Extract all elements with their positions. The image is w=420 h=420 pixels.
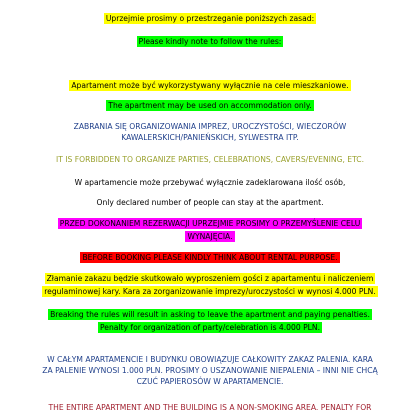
penalty-en-line-2 <box>0 323 420 333</box>
reserve-en: BEFORE BOOKING PLEASE KINDLY THINK ABOUT RENTAL PURPOSE. <box>82 253 338 262</box>
penalty-en-line-1 <box>0 310 420 320</box>
use-pl-line <box>0 81 420 91</box>
header-en: Please kindly note to follow the rules: <box>138 37 282 46</box>
reserve-en-line <box>0 253 420 263</box>
parties-pl-line-1: ZABRANIA SIĘ ORGANIZOWANIA IMPREZ, UROCZYSTOŚCI, WIECZORÓW <box>73 122 347 131</box>
smoking-en-line-1: THE ENTIRE APARTMENT AND THE BUILDING IS A NON-SMOKING AREA. PENALTY FOR <box>48 403 372 412</box>
use-pl: Apartament może być wykorzystywany wyłącznie na cele mieszkaniowe. <box>71 81 349 90</box>
penalty-pl-2: regulaminowej kary. Kara za zorganizowanie imprezy/uroczystości w wynosi 4.000 PLN. <box>44 287 376 296</box>
guests-pl: W apartamencie może przebywać wyłącznie zadeklarowana ilość osób, <box>74 178 346 187</box>
penalty-pl-line-1 <box>0 274 420 284</box>
penalty-pl-line-2 <box>0 287 420 297</box>
reserve-pl-line-2 <box>0 232 420 242</box>
parties-pl-line-2: KAWALERSKICH/PANIEŃSKICH, SYLWESTRA ITP. <box>121 133 299 142</box>
penalty-pl-1: Złamanie zakazu będzie skutkowało wyproszeniem gości z apartamentu i naliczeniem <box>46 274 374 283</box>
use-en-line <box>0 101 420 111</box>
penalty-en-2: Penalty for organization of party/celebration is 4.000 PLN. <box>99 323 320 332</box>
reserve-pl-1: PRZED DOKONANIEM REZERWACJI UPRZEJMIE PROSIMY O PRZEMYŚLENIE CELU <box>59 219 361 228</box>
smoking-pl-line-2: ZA PALENIE WYNOSI 1.000 PLN. PROSIMY O USZANOWANIE NIEPALENIA – INNI NIE CHCĄ <box>42 366 378 375</box>
header-pl: Uprzejmie prosimy o przestrzeganie poniższych zasad: <box>105 14 315 23</box>
guests-en: Only declared number of people can stay at the apartment. <box>96 198 324 207</box>
smoking-pl-line-3: CZUĆ PAPIEROSÓW W APARTAMENCIE. <box>136 377 284 386</box>
header-en-line <box>0 37 420 47</box>
reserve-pl-2: WYNAJĘCIA. <box>187 232 233 241</box>
smoking-pl-line-1: W CAŁYM APARTAMENCIE I BUDYNKU OBOWIĄZUJE CAŁKOWITY ZAKAZ PALENIA. KARA <box>47 355 373 364</box>
parties-en: IT IS FORBIDDEN TO ORGANIZE PARTIES, CELEBRATIONS, CAVERS/EVENING, ETC. <box>55 155 365 164</box>
use-en: The apartment may be used on accommodation only. <box>108 101 312 110</box>
penalty-en-1: Breaking the rules will result in asking to leave the apartment and paying penalties. <box>50 310 370 319</box>
header-pl-line <box>0 14 420 24</box>
reserve-pl-line-1 <box>0 219 420 229</box>
